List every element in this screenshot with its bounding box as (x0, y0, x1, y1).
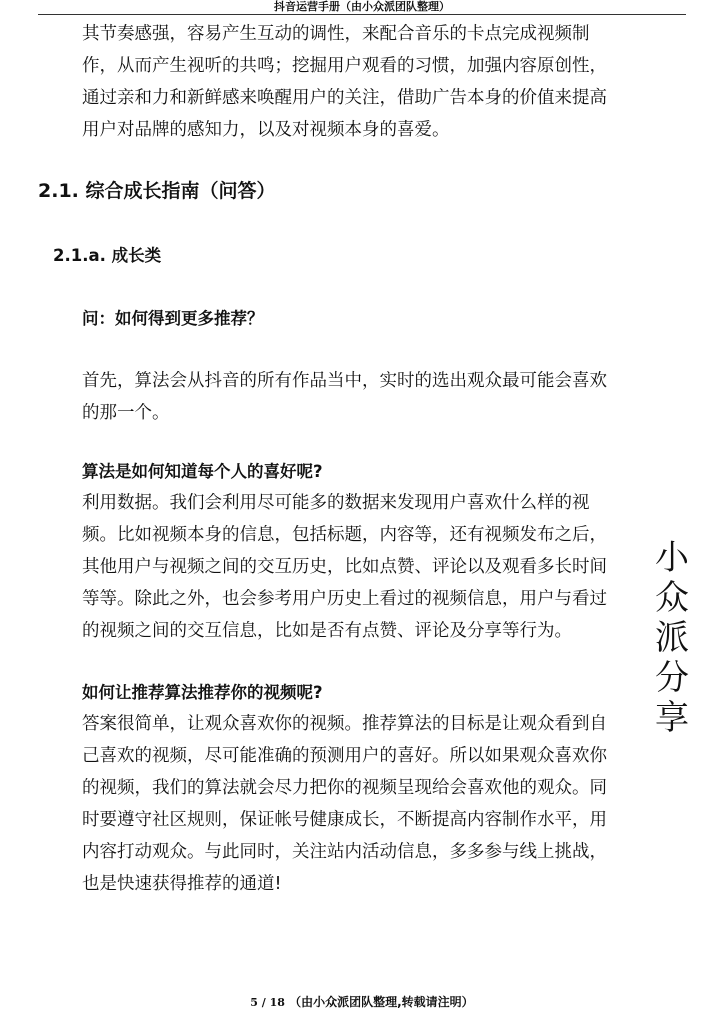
answer-line: 的那一个。 (82, 403, 170, 423)
answer-paragraph-3 (82, 708, 642, 900)
watermark-char: 众 (655, 578, 689, 618)
side-watermark (652, 538, 692, 738)
answer-line: 等等。除此之外，也会参考用户历史上看过的视频信息，用户与看过 (82, 589, 607, 609)
answer-line: 时要遵守社区规则，保证帐号健康成长，不断提高内容制作水平，用 (82, 810, 607, 830)
intro-line: 通过亲和力和新鲜感来唤醒用户的关注，借助广告本身的价值来提高 (82, 88, 607, 108)
answer-line: 频。比如视频本身的信息，包括标题，内容等，还有视频发布之后， (82, 525, 607, 545)
watermark-char: 小 (655, 538, 689, 578)
answer-paragraph-2 (82, 487, 642, 647)
intro-line: 其节奏感强，容易产生互动的调性，来配合音乐的卡点完成视频制 (82, 24, 590, 44)
question-heading-3: 如何让推荐算法推荐你的视频呢? (82, 683, 323, 702)
answer-line: 利用数据。我们会利用尽可能多的数据来发现用户喜欢什么样的视 (82, 493, 590, 513)
watermark-char: 派 (655, 618, 689, 658)
page-number: 5 / 18 (250, 996, 285, 1009)
watermark-char: 享 (655, 698, 689, 738)
answer-line: 首先，算法会从抖音的所有作品当中，实时的选出观众最可能会喜欢 (82, 371, 607, 391)
answer-line: 内容打动观众。与此同时，关注站内活动信息，多多参与线上挑战， (82, 842, 607, 862)
answer-paragraph-1 (82, 365, 642, 429)
answer-line: 也是快速获得推荐的通道! (82, 874, 282, 894)
question-heading-1: 问：如何得到更多推荐？ (82, 309, 264, 328)
answer-line: 的视频之间的交互信息，比如是否有点赞、评论及分享等行为。 (82, 621, 572, 641)
subsection-heading: 2.1.a. 成长类 (53, 246, 162, 265)
page-header: 抖音运营手册（由小众派团队整理） (274, 0, 450, 13)
answer-line: 的视频，我们的算法就会尽力把你的视频呈现给会喜欢他的观众。同 (82, 778, 607, 798)
answer-line: 己喜欢的视频，尽可能准确的预测用户的喜好。所以如果观众喜欢你 (82, 746, 607, 766)
watermark-char: 分 (655, 658, 689, 698)
intro-line: 用户对品牌的感知力，以及对视频本身的喜爱。 (82, 120, 450, 140)
intro-paragraph (82, 18, 642, 146)
intro-line: 作，从而产生视听的共鸣；挖掘用户观看的习惯，加强内容原创性， (82, 56, 607, 76)
footer-note: （由小众派团队整理,转载请注明） (289, 995, 474, 1009)
section-heading: 2.1. 综合成长指南（问答） (38, 180, 276, 202)
question-heading-2: 算法是如何知道每个人的喜好呢? (82, 462, 323, 481)
answer-line: 其他用户与视频之间的交互历史，比如点赞、评论以及观看多长时间 (82, 557, 607, 577)
header-divider (38, 14, 686, 15)
page-footer (0, 994, 724, 1011)
answer-line: 答案很简单，让观众喜欢你的视频。推荐算法的目标是让观众看到自 (82, 714, 607, 734)
